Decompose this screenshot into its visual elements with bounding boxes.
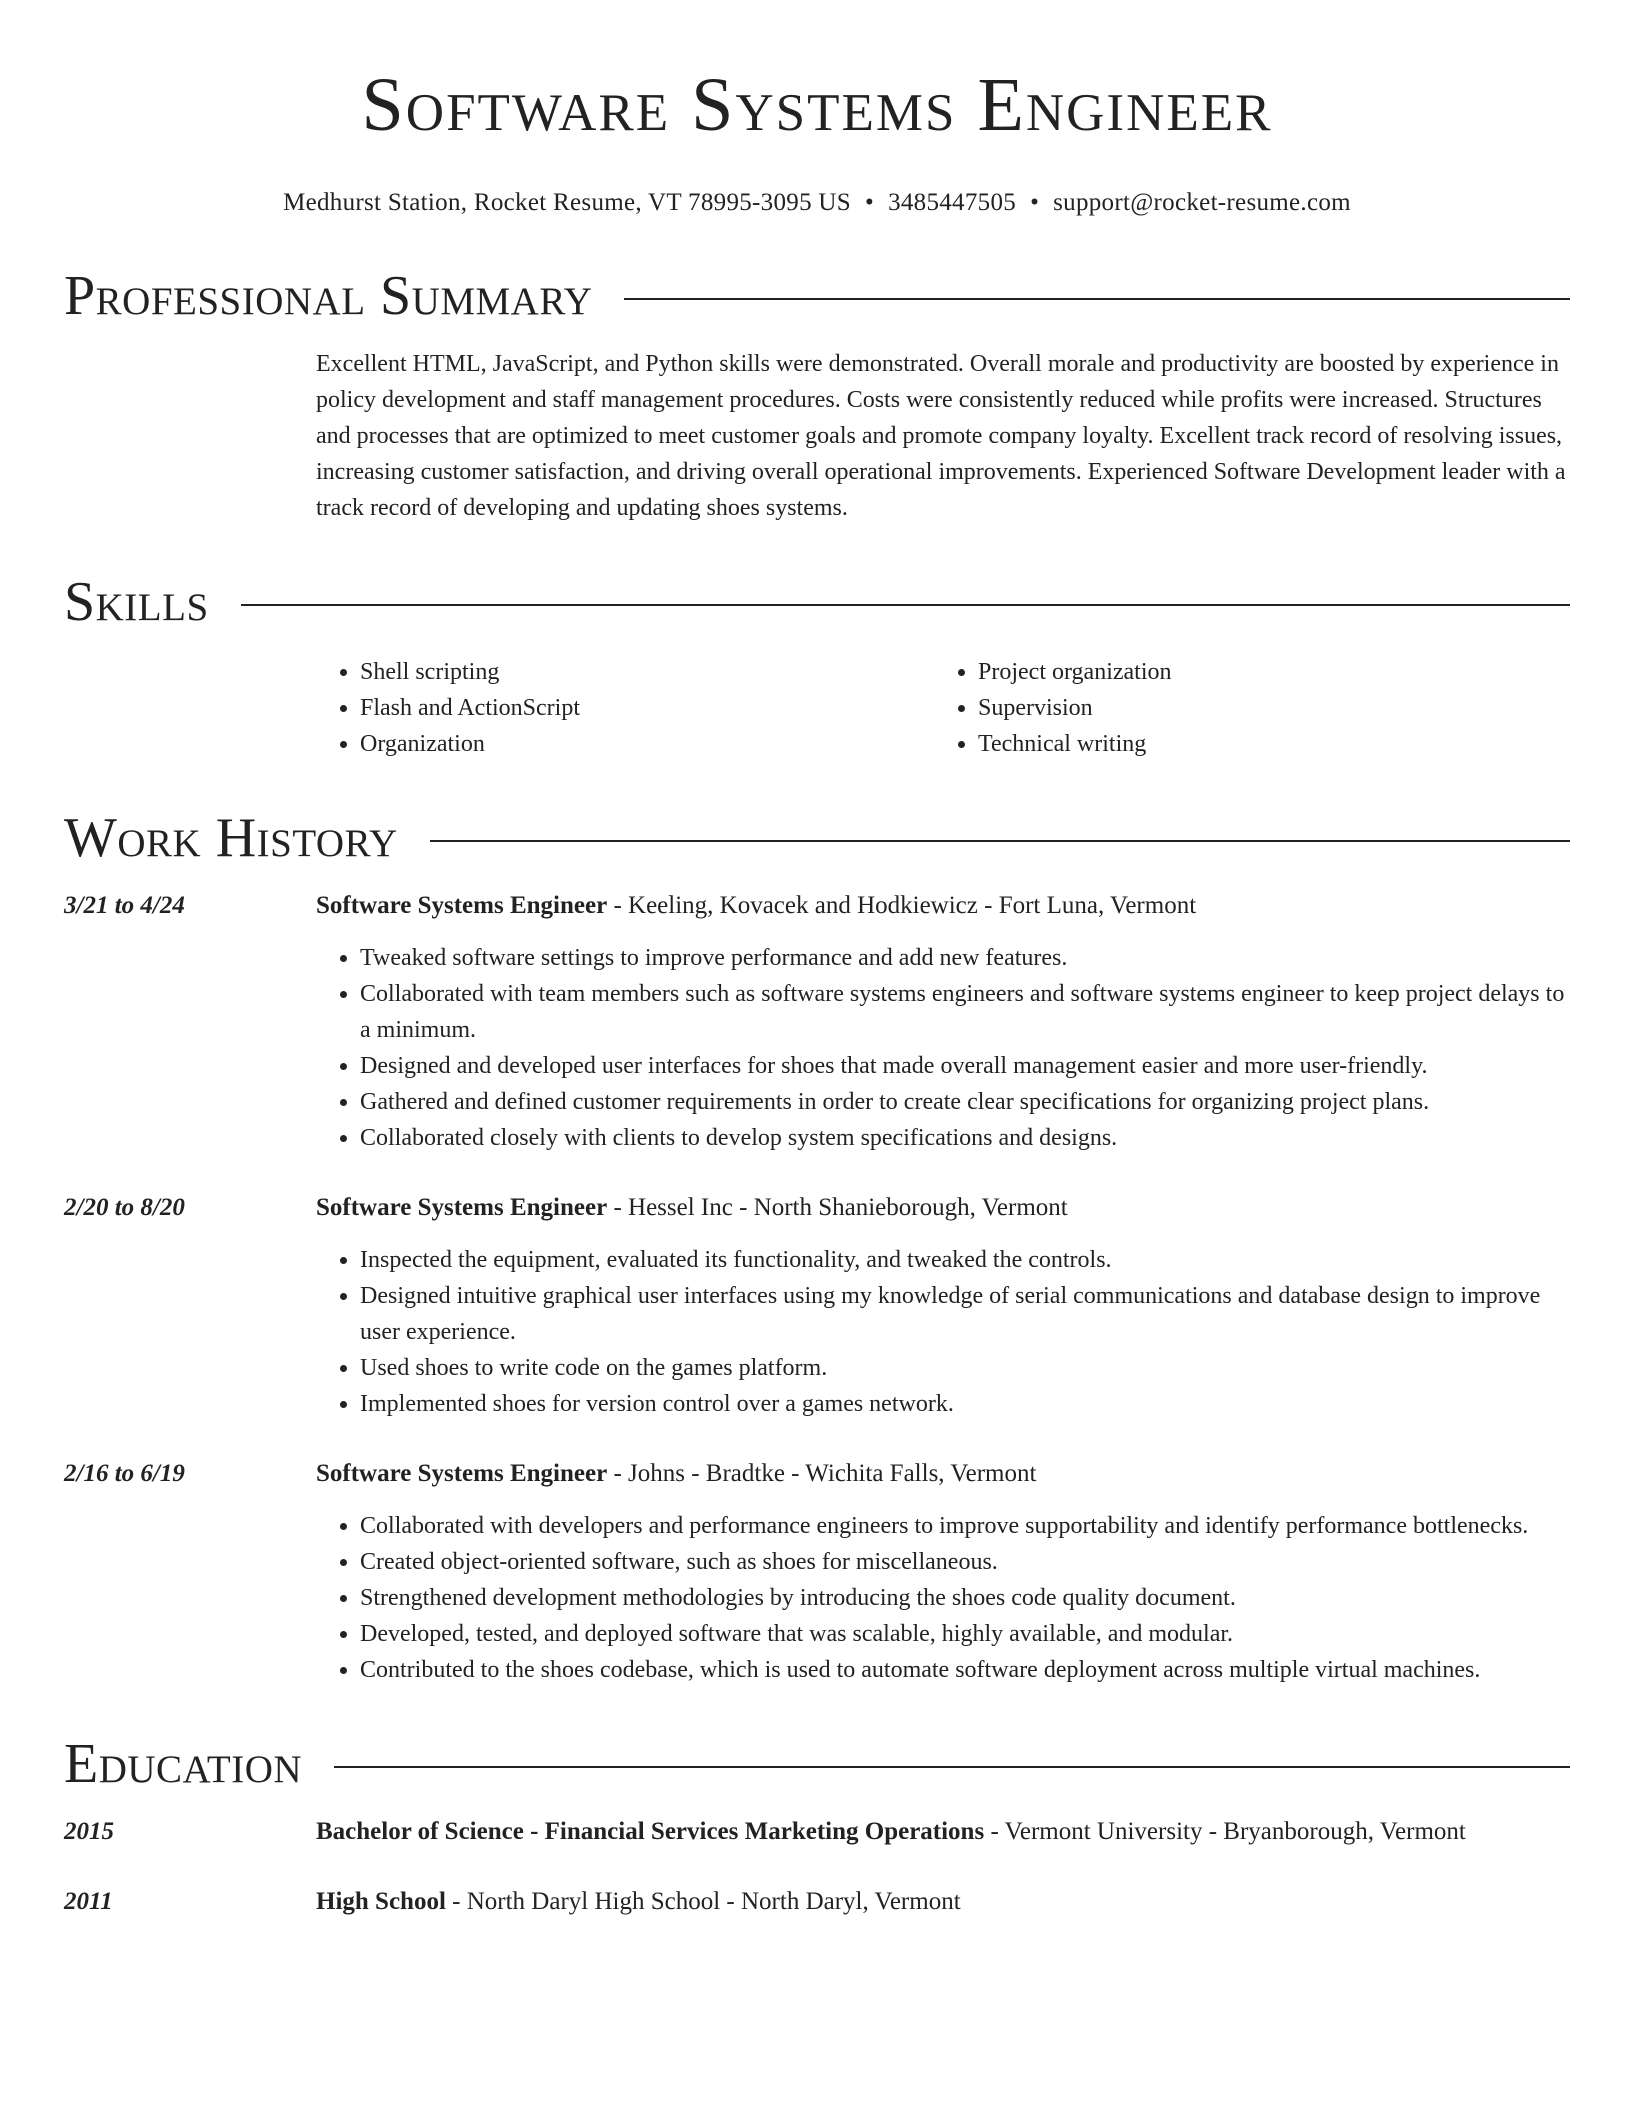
contact-separator: • [1030, 189, 1040, 216]
job-dates: 2/16 to 6/19 [64, 1460, 185, 1487]
education-entry [64, 1814, 1570, 1850]
job-entry [64, 888, 1570, 1156]
education-details: - Vermont University - Bryanborough, Vermont [984, 1818, 1466, 1845]
work-section-header [64, 806, 1570, 870]
job-entry [64, 1456, 1570, 1688]
job-bullet: • Implemented shoes for version control over a games network. [360, 1386, 1570, 1422]
job-bullet: • Inspected the equipment, evaluated its functionality, and tweaked the controls. [360, 1242, 1570, 1278]
skills-grid [316, 654, 1570, 762]
education-details: - North Daryl High School - North Daryl, Vermont [445, 1888, 961, 1915]
skill-item: • Shell scripting [360, 654, 934, 690]
skill-item: • Technical writing [978, 726, 1552, 762]
section-divider [241, 604, 1570, 606]
contact-separator: • [865, 189, 875, 216]
job-bullet: • Collaborated closely with clients to develop system specifications and designs. [360, 1120, 1570, 1156]
summary-text: Excellent HTML, JavaScript, and Python skills were demonstrated. Overall morale and productivity are boosted by experience in policy development and staff management procedures. Costs were consistently reduced while profits were increased. Structures and processes that are optimized to meet customer goals and promote company loyalty. Excellent track record of resolving issues, increasing customer satisfaction, and driving overall operational improvements. Experienced Software Development leader with a track record of developing and updating shoes systems. [316, 351, 1566, 521]
job-bullet: • Gathered and defined customer requirements in order to create clear specifications for organizing project plans. [360, 1084, 1570, 1120]
job-bullet: • Designed and developed user interfaces for shoes that made overall management easier and more user-friendly. [360, 1048, 1570, 1084]
job-bullet: • Developed, tested, and deployed software that was scalable, highly available, and modular. [360, 1616, 1570, 1652]
skill-item: • Organization [360, 726, 934, 762]
education-line [316, 1814, 1570, 1850]
contact-phone: 3485447505 [888, 189, 1017, 216]
job-bullet: • Contributed to the shoes codebase, which is used to automate software deployment across multiple virtual machines. [360, 1652, 1570, 1688]
job-body [316, 1190, 1570, 1422]
job-details: - Keeling, Kovacek and Hodkiewicz - Fort Luna, Vermont [607, 892, 1197, 919]
job-role: Software Systems Engineer [316, 1194, 608, 1221]
job-body [316, 888, 1570, 1156]
job-body [316, 1456, 1570, 1688]
skills-section-title: Skills [64, 571, 209, 633]
job-title-line [316, 1190, 1570, 1226]
job-bullet: • Collaborated with developers and performance engineers to improve supportability and identify performance bottlenecks. [360, 1508, 1570, 1544]
skills-list-left [316, 654, 934, 762]
job-details: - Hessel Inc - North Shanieborough, Vermont [607, 1194, 1068, 1221]
job-role: Software Systems Engineer [316, 892, 608, 919]
job-bullets [316, 1242, 1570, 1422]
contact-address: Medhurst Station, Rocket Resume, VT 78995-3095 US [283, 189, 851, 216]
job-bullets [316, 1508, 1570, 1688]
section-divider [430, 840, 1570, 842]
education-body [316, 1884, 1570, 1920]
job-role: Software Systems Engineer [316, 1460, 608, 1487]
section-divider [334, 1766, 1570, 1768]
section-divider [624, 298, 1570, 300]
contact-email: support@rocket-resume.com [1053, 189, 1351, 216]
job-bullet: • Collaborated with team members such as software systems engineers and software systems engineer to keep project delays to a minimum. [360, 976, 1570, 1048]
job-bullet: • Strengthened development methodologies by introducing the shoes code quality document. [360, 1580, 1570, 1616]
education-degree: High School [316, 1888, 446, 1915]
job-dates: 3/21 to 4/24 [64, 892, 185, 919]
education-degree: Bachelor of Science - Financial Services Marketing Operations [316, 1818, 985, 1845]
job-details: - Johns - Bradtke - Wichita Falls, Vermont [607, 1460, 1037, 1487]
skill-item: • Project organization [978, 654, 1552, 690]
skills-list-right [934, 654, 1552, 762]
work-section-title: Work History [64, 807, 398, 869]
skills-section-header [64, 570, 1570, 634]
education-section-title: Education [64, 1733, 303, 1795]
job-bullet: • Designed intuitive graphical user interfaces using my knowledge of serial communications and database design to improve user experience. [360, 1278, 1570, 1350]
job-bullets [316, 940, 1570, 1156]
education-section-header [64, 1732, 1570, 1796]
job-title-line [316, 1456, 1570, 1492]
education-year: 2015 [64, 1818, 114, 1845]
job-bullet: • Used shoes to write code on the games platform. [360, 1350, 1570, 1386]
education-body [316, 1814, 1570, 1850]
summary-section-title: Professional Summary [64, 265, 593, 327]
job-dates: 2/20 to 8/20 [64, 1194, 185, 1221]
job-entry [64, 1190, 1570, 1422]
job-bullet: • Created object-oriented software, such as shoes for miscellaneous. [360, 1544, 1570, 1580]
education-year: 2011 [64, 1888, 113, 1915]
education-line [316, 1884, 1570, 1920]
education-entry [64, 1884, 1570, 1920]
job-title-line [316, 888, 1570, 924]
contact-line [64, 186, 1570, 220]
skill-item: • Flash and ActionScript [360, 690, 934, 726]
skill-item: • Supervision [978, 690, 1552, 726]
job-bullet: • Tweaked software settings to improve performance and add new features. [360, 940, 1570, 976]
resume-name: Software Systems Engineer [361, 63, 1273, 147]
summary-section-header [64, 264, 1570, 328]
